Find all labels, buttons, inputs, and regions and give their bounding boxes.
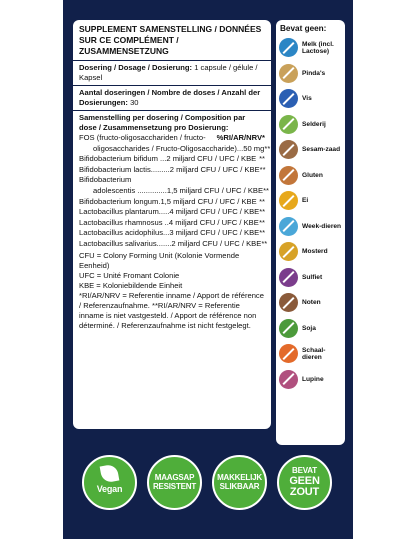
lupin-icon: [279, 370, 298, 389]
allergen-name: Soja: [302, 324, 316, 332]
zout-line-3: ZOUT: [289, 485, 320, 498]
allergen-name: Sesam-zaad: [302, 146, 341, 154]
ingredient-name: adolescentis ..............1,5 miljard CFU / UFC / KBE: [93, 185, 264, 195]
ingredient-row: [79, 238, 268, 250]
ingredient-row: [79, 133, 217, 144]
ingredient-ri: **: [261, 238, 268, 248]
ingredient-row: [79, 165, 265, 176]
makkelijk-slikbaar-badge: [212, 455, 267, 510]
allergen-name: Ei: [302, 197, 309, 205]
allergen-item: [276, 316, 345, 342]
mustard-icon: [279, 242, 298, 261]
count-value: 30: [127, 98, 139, 107]
soy-icon: [279, 319, 298, 338]
allergen-name: Gluten: [302, 171, 323, 179]
gluten-icon: [279, 166, 298, 185]
ingredient-ri: **: [263, 185, 269, 195]
zout-line-1: BEVAT: [292, 466, 317, 476]
vegan-badge: [82, 455, 137, 510]
zout-line-2: GEEN: [289, 474, 320, 487]
maagsap-line-1: MAAGSAP: [154, 473, 195, 482]
allergen-item: [276, 61, 345, 87]
composition-title: SUPPLEMENT SAMENSTELLING / DONNÉES SUR CE COMPLÉMENT / ZUSAMMENSETZUNG: [79, 24, 262, 56]
notes-list: [79, 251, 265, 331]
slikbaar-line-2: SLIKBAAR: [219, 481, 260, 491]
allergen-name: Lupine: [302, 375, 324, 383]
allergen-item: [276, 341, 345, 367]
ingredient-name: Lactobacillus rhamnosus ..4 miljard CFU / UFC / KBE: [79, 217, 259, 227]
leaf-icon: [100, 464, 120, 484]
ingredient-ri: **: [259, 154, 265, 164]
footnote: CFU = Colony Forming Unit (Kolonie Vormende Eenheid): [79, 250, 240, 270]
dose-label: Dosering / Dosage / Dosierung:: [79, 63, 193, 72]
ingredient-row: [79, 197, 265, 208]
peanut-icon: [279, 64, 298, 83]
allergen-item: [276, 265, 345, 291]
allergen-item: [276, 367, 345, 393]
composition-panel: [73, 20, 271, 429]
sesame-icon: [279, 140, 298, 159]
allergen-sidebar: [276, 20, 345, 445]
ingredient-name: oligosaccharides / Fructo-Oligosaccharide)...50 mg: [93, 143, 265, 153]
allergen-item: [276, 214, 345, 240]
ingredient-row: [79, 175, 265, 186]
allergen-name: Vis: [302, 95, 312, 103]
composition-label: Samenstelling per dosering / Composition par dose / Zusammensetzung pro Dosierung:: [79, 113, 246, 132]
allergen-item: [276, 239, 345, 265]
ingredient-row: [79, 228, 265, 239]
ingredient-ri: **: [259, 228, 266, 238]
ingredient-name: FOS (fructo-oligosacchariden / fructo-: [79, 133, 206, 142]
allergen-name: Week-dieren: [302, 222, 342, 230]
allergen-name: Mosterd: [302, 248, 328, 256]
footnote: UFC = Unité Fromant Colonie: [79, 270, 180, 280]
ingredient-row: [79, 185, 269, 197]
sulphite-icon: [279, 268, 298, 287]
composition-unit: %RI/AR/NRV*: [216, 133, 265, 142]
allergen-name: Melk (incl. Lactose): [302, 40, 334, 55]
footnote: *RI/AR/NRV = Referentie inname / Apport de référence / Referenzaufnahme. **RI/AR/NRV = Referentie inname is niet vastgesteld. / Apport de référence non déterminé. / Referenzaufnahme ist nicht festgelegt.: [79, 290, 264, 330]
allergen-name: Schaal-dieren: [302, 346, 326, 361]
ingredient-ri: **: [264, 143, 271, 153]
geen-zout-badge: [277, 455, 332, 510]
allergen-item: [276, 86, 345, 112]
crustacean-icon: [279, 344, 298, 363]
allergen-name: Selderij: [302, 120, 326, 128]
ingredient-row: [79, 154, 265, 165]
egg-icon: [279, 191, 298, 210]
ingredient-row: [79, 207, 265, 218]
allergen-item: [276, 188, 345, 214]
ingredient-row: [79, 143, 271, 155]
allergen-name: Sulfiet: [302, 273, 323, 281]
ingredient-ri: **: [259, 164, 266, 174]
allergen-item: [276, 112, 345, 138]
footnote: KBE = Koloniebildende Einheit: [79, 280, 183, 290]
vegan-text: Vegan: [96, 484, 123, 495]
dose-value: 1 capsule / gélule / Kapsel: [79, 63, 258, 82]
ingredient-row: [79, 218, 265, 229]
ingredient-ri: **: [259, 207, 266, 217]
ingredient-name: Bifidobacterium: [79, 175, 132, 185]
fish-icon: [279, 89, 298, 108]
ingredient-name: Lactobacillus salivarius.......2 miljard CFU / UFC / KBE: [79, 238, 262, 248]
ingredient-name: Bifidobacterium lactis.........2 miljard CFU / UFC / KBE: [79, 164, 260, 174]
allergen-item: [276, 163, 345, 189]
ingredient-ri: **: [259, 217, 265, 227]
allergen-name: Noten: [302, 299, 321, 307]
ingredient-list: [79, 133, 271, 250]
celery-icon: [279, 115, 298, 134]
maagsap-resistent-badge: [147, 455, 202, 510]
allergen-name: Pinda's: [302, 69, 326, 77]
allergen-item: [276, 290, 345, 316]
milk-icon: [279, 38, 298, 57]
maagsap-line-2: RESISTENT: [152, 481, 197, 491]
allergen-list: [276, 35, 345, 392]
ingredient-name: Lactobacillus plantarum.....4 miljard CFU / UFC / KBE: [79, 207, 260, 217]
count-label: Aantal doseringen / Nombre de doses / Anzahl der Dosierungen:: [79, 88, 261, 107]
ingredient-name: Lactobacillus acidophilus...3 miljard CFU / UFC / KBE: [79, 228, 260, 238]
slikbaar-line-1: MAKKELIJK: [217, 473, 262, 482]
mollusc-icon: [279, 217, 298, 236]
ingredient-ri: **: [259, 196, 265, 206]
nuts-icon: [279, 293, 298, 312]
ingredient-name: Bifidobacterium longum.1,5 miljard CFU / UFC / KBE: [79, 196, 257, 206]
allergen-title: Bevat geen:: [280, 24, 327, 33]
ingredient-name: Bifidobacterium bifidum ...2 miljard CFU / UFC / KBE: [79, 154, 257, 164]
allergen-item: [276, 35, 345, 61]
allergen-item: [276, 137, 345, 163]
